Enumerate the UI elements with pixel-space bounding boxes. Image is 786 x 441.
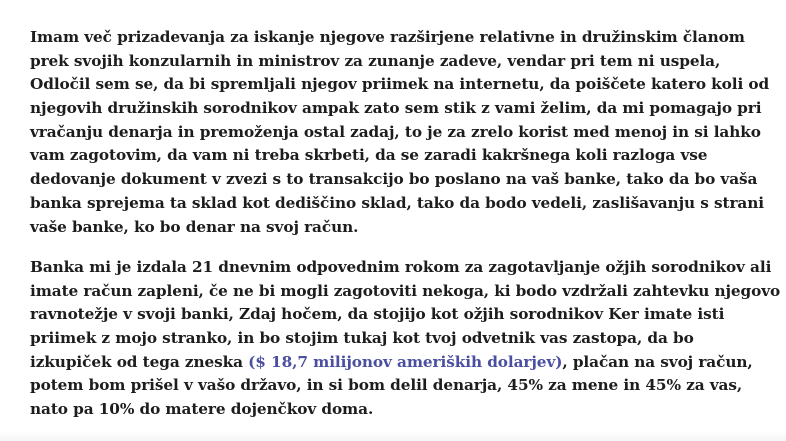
text-line: Imam več prizadevanja za iskanje njegove razširjene relativne in družinskim članom [30,28,745,46]
text-line: vaše banke, ko bo denar na svoj račun. [30,217,359,236]
text-line: banka sprejema ta sklad kot dediščino sklad, tako da bodo vedeli, zaslišavanju s strani [30,193,764,212]
text-line: prek svojih konzularnih in ministrov za zunanje zadeve, vendar pri tem ni uspela, [30,51,721,70]
text-line: ravnotežje v svoji banki, Zdaj hočem, da stojijo kot ožjih sorodnikov Ker imate isti [30,305,725,324]
text-line: dedovanje dokument v zvezi s to transakcijo bo poslano na vaš banke, tako da bo vaša [30,170,758,189]
text-line: Banka mi je izdala 21 dnevnim odpovednim rokom za zagotavljanje ožjih sorodnikov ali [30,258,772,276]
text-line: priimek z mojo stranko, in bo stojim tukaj kot tvoj odvetnik vas zastopa, da bo [30,329,694,348]
highlighted-amount: ($ 18,7 milijonov ameriških dolarjev) [248,352,563,371]
text-line: nato pa 10% do matere dojenčkov doma. [30,400,374,419]
text-line: njegovih družinskih sorodnikov ampak zato sem stik z vami želim, da mi pomagajo pri [30,99,762,118]
bottom-edge-fade [0,431,786,441]
paragraph-inheritance-search [30,26,780,239]
text-line: imate račun zapleni, če ne bi mogli zagotoviti nekoga, ki bodo vzdržali zahtevku njegovo [30,281,781,300]
text-line: vračanju denarja in premoženja ostal zadaj, to je za zrelo korist med menoj in si lahko [30,122,761,141]
paragraph-bank-deadline [30,256,780,422]
text-segment: izkupiček od tega zneska [30,352,249,371]
text-line: potem bom prišel v vašo državo, in si bom delil denarja, 45% za mene in 45% za vas, [30,376,743,395]
text-line: vam zagotovim, da vam ni treba skrbeti, da se zaradi kakršnega koli razloga vse [30,146,708,165]
text-line-with-amount [30,351,780,375]
text-line: Odločil sem se, da bi spremljali njegov priimek na internetu, da poiščete katero koli od [30,75,770,94]
text-segment: , plačan na svoj račun, [562,352,753,371]
